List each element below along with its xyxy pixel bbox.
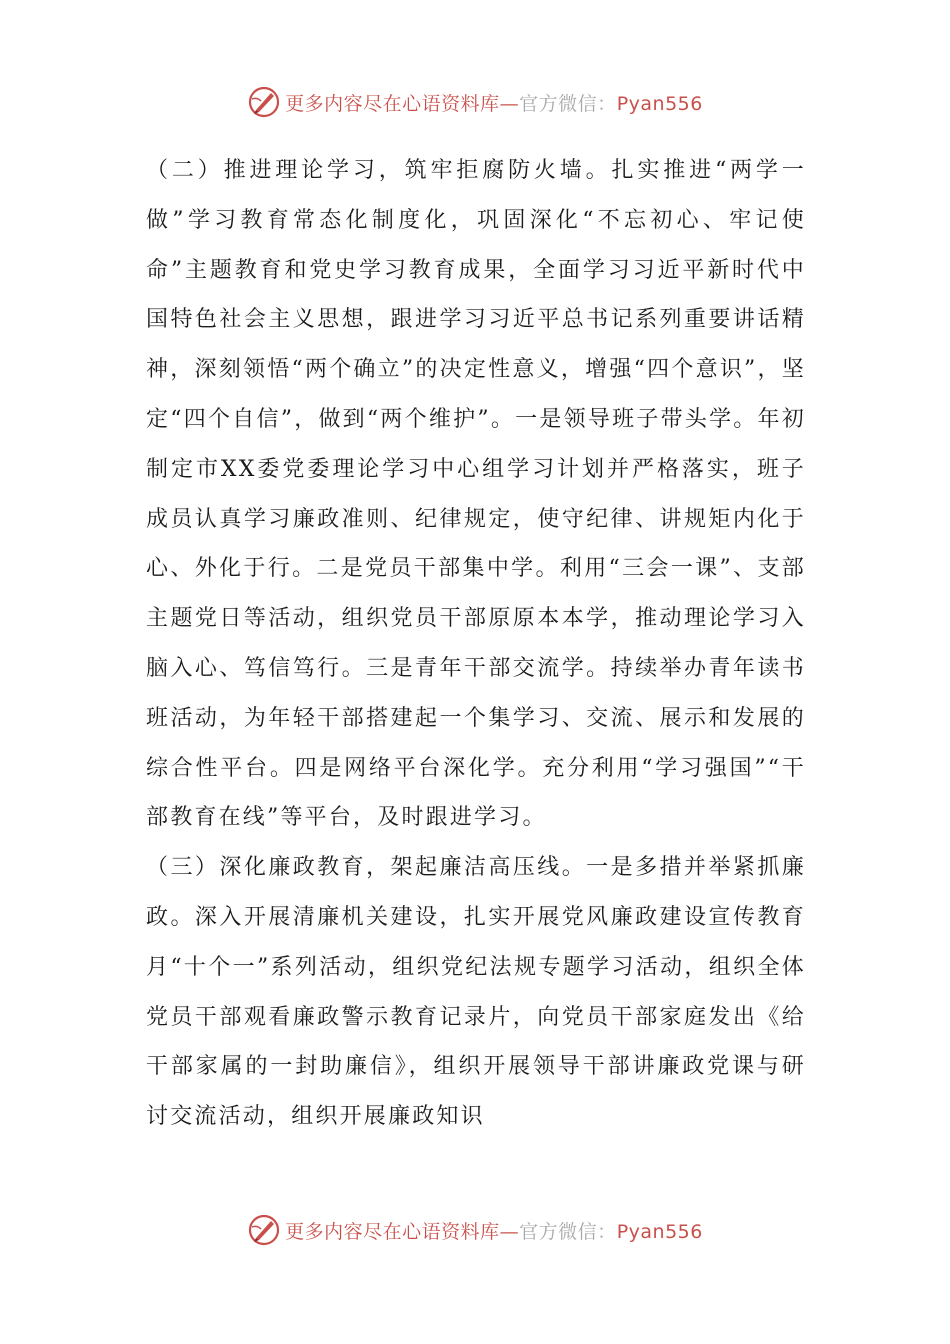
watermark-banner-bottom: [0, 1208, 950, 1252]
watermark-official: 官方微信：: [519, 1220, 617, 1243]
watermark-wechat: Pyan556: [616, 1220, 703, 1243]
pen-logo-icon: [247, 85, 281, 119]
watermark-dash: —: [499, 1220, 520, 1243]
watermark-text: [285, 89, 703, 116]
pen-logo-icon: [247, 1213, 281, 1247]
watermark-wechat: Pyan556: [616, 92, 703, 115]
watermark-dash: —: [499, 92, 520, 115]
watermark-site: 更多内容尽在心语资料库: [285, 92, 500, 115]
paragraph-theory-study: （二）推进理论学习，筑牢拒腐防火墙。扎实推进“两学一做”学习教育常态化制度化，巩固深化“不忘初心、牢记使命”主题教育和党史学习教育成果，全面学习习近平新时代中国特色社会主义思想，跟进学习习近平总书记系列重要讲话精神，深刻领悟“两个确立”的决定性意义，增强“四个意识”，坚定“四个自信”，做到“两个维护”。一是领导班子带头学。年初制定市XX委党委理论学习中心组学习计划并严格落实，班子成员认真学习廉政准则、纪律规定，使守纪律、讲规矩内化于心、外化于行。二是党员干部集中学。利用“三会一课”、支部主题党日等活动，组织党员干部原原本本学，推动理论学习入脑入心、笃信笃行。三是青年干部交流学。持续举办青年读书班活动，为年轻干部搭建起一个集学习、交流、展示和发展的综合性平台。四是网络平台深化学。充分利用“学习强国”“干部教育在线”等平台，及时跟进学习。: [146, 158, 806, 831]
watermark-text: [285, 1217, 703, 1244]
document-body: [146, 146, 806, 1142]
watermark-official: 官方微信：: [519, 92, 617, 115]
watermark-banner-top: [0, 80, 950, 124]
watermark-site: 更多内容尽在心语资料库: [285, 1220, 500, 1243]
paragraph-integrity-education: （三）深化廉政教育，架起廉洁高压线。一是多措并举紧抓廉政。深入开展清廉机关建设，扎实开展党风廉政建设宣传教育月“十个一”系列活动，组织党纪法规专题学习活动，组织全体党员干部观看廉政警示教育记录片，向党员干部家庭发出《给干部家属的一封助廉信》，组织开展领导干部讲廉政党课与研讨交流活动，组织开展廉政知识: [146, 855, 806, 1130]
